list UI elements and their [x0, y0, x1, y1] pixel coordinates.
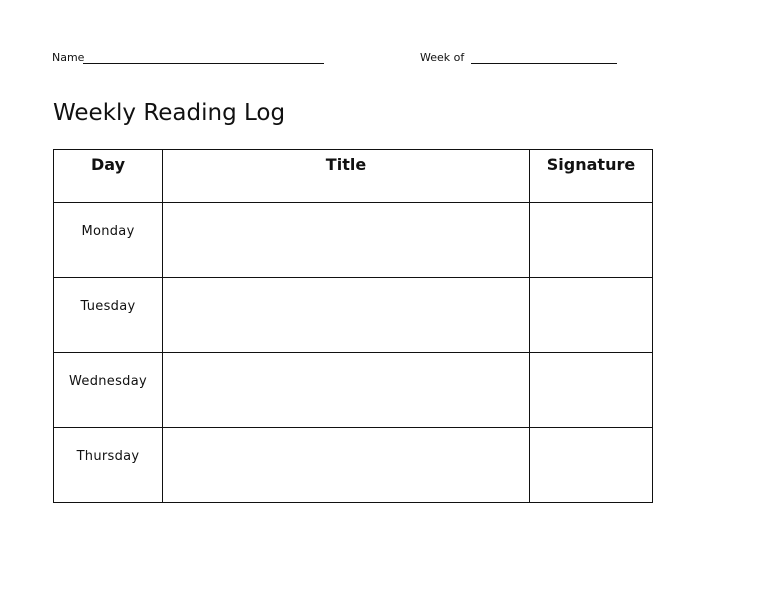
- day-cell: [54, 353, 163, 428]
- column-header-day: Day: [54, 150, 163, 203]
- signature-cell[interactable]: [530, 353, 653, 428]
- day-cell: [54, 428, 163, 503]
- signature-cell[interactable]: [530, 203, 653, 278]
- column-header-signature: Signature: [530, 150, 653, 203]
- day-label: Monday: [81, 224, 135, 239]
- header-row: [54, 150, 653, 203]
- reading-log-table: [53, 149, 653, 503]
- title-cell[interactable]: [163, 428, 530, 503]
- day-label: Tuesday: [80, 299, 136, 314]
- day-cell: [54, 203, 163, 278]
- table-row: [54, 278, 653, 353]
- week-of-blank-line[interactable]: [471, 63, 617, 64]
- signature-cell[interactable]: [530, 428, 653, 503]
- title-cell[interactable]: [163, 278, 530, 353]
- day-label: Wednesday: [69, 374, 147, 389]
- name-blank-line[interactable]: [83, 63, 324, 64]
- page-title: Weekly Reading Log: [53, 100, 286, 126]
- table-row: [54, 203, 653, 278]
- day-label: Thursday: [76, 449, 140, 464]
- week-of-label: Week of: [420, 51, 465, 64]
- table-row: [54, 428, 653, 503]
- table-row: [54, 353, 653, 428]
- title-cell[interactable]: [163, 353, 530, 428]
- title-cell[interactable]: [163, 203, 530, 278]
- column-header-title: Title: [163, 150, 530, 203]
- name-label: Name: [52, 51, 85, 64]
- day-cell: [54, 278, 163, 353]
- signature-cell[interactable]: [530, 278, 653, 353]
